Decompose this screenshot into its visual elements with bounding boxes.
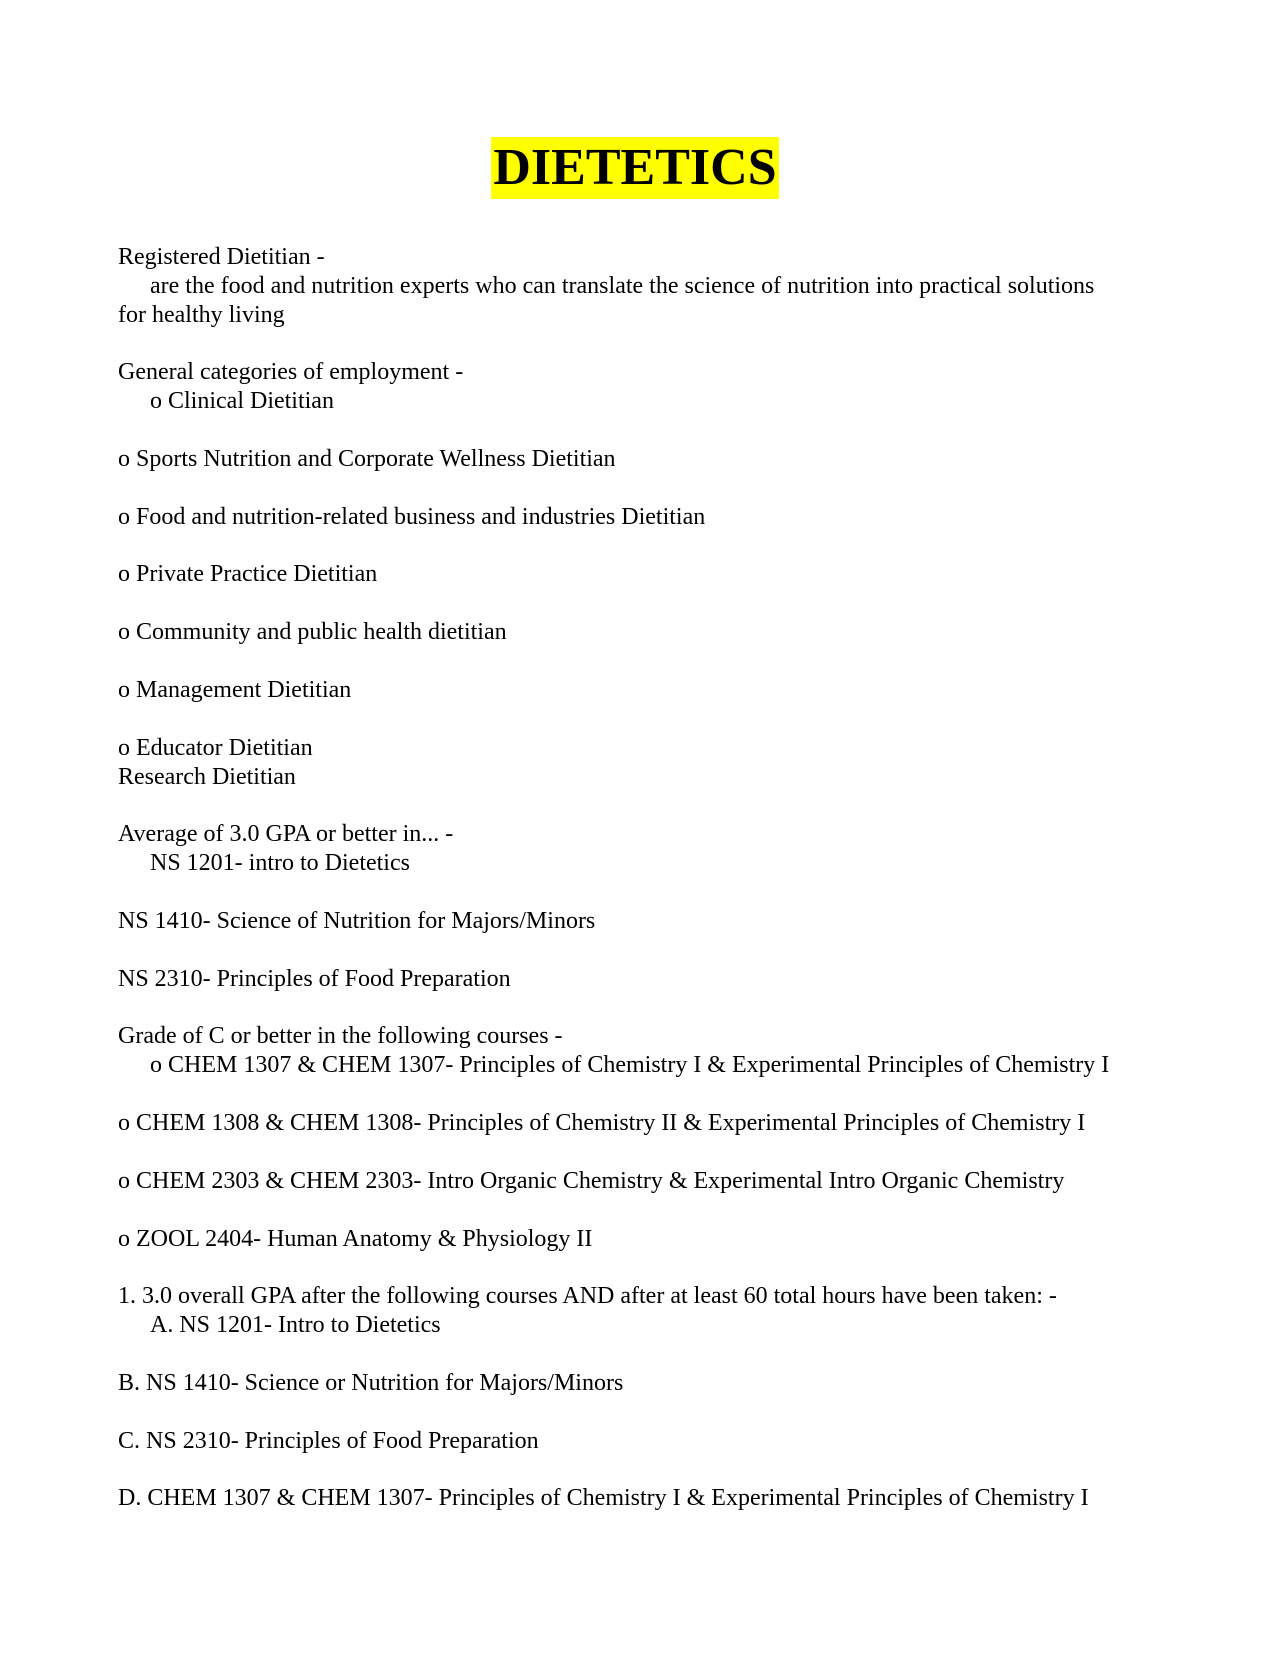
list-item: o Management Dietitian — [118, 677, 352, 703]
course-item: o CHEM 2303 & CHEM 2303- Intro Organic Chemistry & Experimental Intro Organic Chemistry — [118, 1168, 1065, 1194]
course-item: B. NS 1410- Science or Nutrition for Majors/Minors — [118, 1370, 624, 1396]
definition-line-continued: for healthy living — [118, 302, 285, 328]
course-item: NS 1201- intro to Dietetics — [150, 850, 410, 876]
course-item: o CHEM 1307 & CHEM 1307- Principles of Chemistry I & Experimental Principles of Chemistry I — [150, 1052, 1110, 1078]
section-heading-employment: General categories of employment - — [118, 359, 464, 385]
list-item: o Educator Dietitian — [118, 735, 313, 761]
section-heading-overall-gpa: 1. 3.0 overall GPA after the following courses AND after at least 60 total hours have been taken: - — [118, 1283, 1057, 1309]
section-heading-grade-c: Grade of C or better in the following courses - — [118, 1023, 563, 1049]
list-item: o Clinical Dietitian — [150, 388, 334, 414]
course-item: D. CHEM 1307 & CHEM 1307- Principles of Chemistry I & Experimental Principles of Chemistry I — [118, 1485, 1089, 1511]
course-item: o ZOOL 2404- Human Anatomy & Physiology II — [118, 1226, 593, 1252]
section-heading-gpa: Average of 3.0 GPA or better in... - — [118, 821, 454, 847]
course-item: NS 2310- Principles of Food Preparation — [118, 966, 511, 992]
page-title: DIETETICS — [491, 137, 778, 199]
list-item: o Private Practice Dietitian — [118, 561, 378, 587]
title-wrap — [0, 137, 1280, 199]
course-item: o CHEM 1308 & CHEM 1308- Principles of Chemistry II & Experimental Principles of Chemistry I — [118, 1110, 1086, 1136]
section-heading-registered-dietitian: Registered Dietitian - — [118, 244, 325, 270]
definition-line: are the food and nutrition experts who can translate the science of nutrition into practical solutions — [150, 273, 1095, 299]
course-item: NS 1410- Science of Nutrition for Majors/Minors — [118, 908, 596, 934]
list-item: o Community and public health dietitian — [118, 619, 507, 645]
course-item: A. NS 1201- Intro to Dietetics — [150, 1312, 441, 1338]
list-item: o Food and nutrition-related business and industries Dietitian — [118, 504, 706, 530]
list-item: Research Dietitian — [118, 764, 296, 790]
list-item: o Sports Nutrition and Corporate Wellness Dietitian — [118, 446, 616, 472]
course-item: C. NS 2310- Principles of Food Preparation — [118, 1428, 539, 1454]
